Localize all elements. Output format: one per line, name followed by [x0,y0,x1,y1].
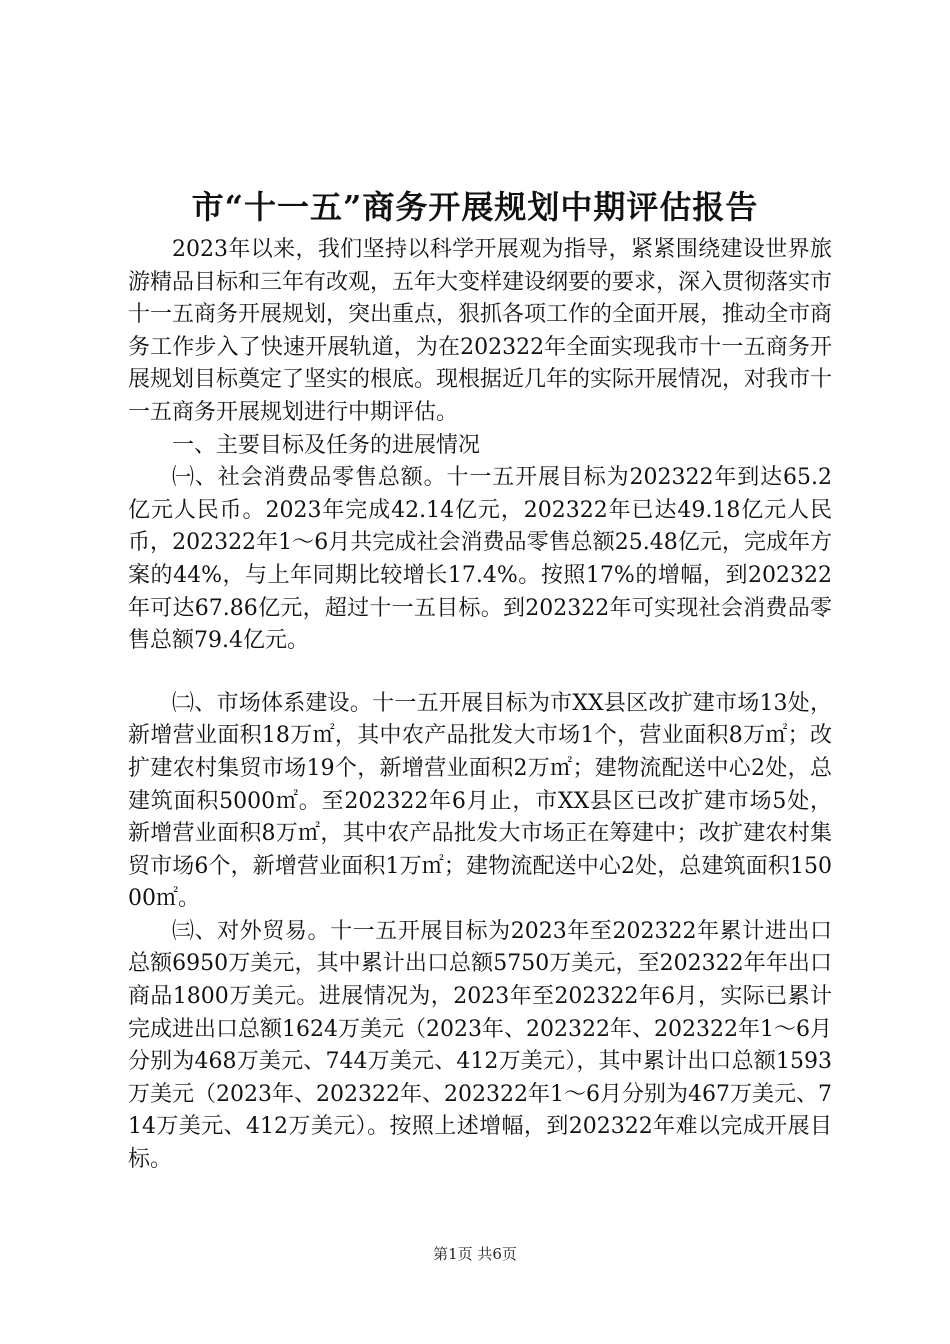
document-title: 市“十一五”商务开展规划中期评估报告 [191,188,759,226]
paragraph-foreign-trade: ㈢、对外贸易。十一五开展目标为2023年至202322年累计进出口总额6950万美元，其中累计出口总额5750万美元，至202322年年出口商品1800万美元。进展情况为，2023年至202322年6月，实际已累计完成进出口总额1624万美元（2023年、202322年、202322年1～6月分别为468万美元、744万美元、412万美元），其中累计出口总额1593万美元（2023年、202322年、202322年1～6月分别为467万美元、714万美元、412万美元）。按照上述增幅，到202322年难以完成开展目标。 [128,918,832,1173]
paragraph-market-system: ㈡、市场体系建设。十一五开展目标为市XX县区改扩建市场13处，新增营业面积18万㎡，其中农产品批发大市场1个，营业面积8万㎡；改扩建农村集贸市场19个，新增营业面积2万㎡；建物流配送中心2处，总建筑面积5000㎡。至202322年6月止，市XX县区已改扩建市场5处，新增营业面积8万㎡，其中农产品批发大市场正在筹建中；改扩建农村集贸市场6个，新增营业面积1万㎡；建物流配送中心2处，总建筑面积15000㎡。 [128,690,832,912]
section-heading-main-goals: 一、主要目标及任务的进展情况 [172,432,481,458]
page-number-footer: 第1页 共6页 [433,1245,517,1263]
document-body [128,234,832,1177]
paragraph-retail-sales: ㈠、社会消费品零售总额。十一五开展目标为202322年到达65.2亿元人民币。2023年完成42.14亿元，202322年已达49.18亿元人民币，202322年1～6月共完成社会消费品零售总额25.48亿元，完成年方案的44%，与上年同期比较增长17.4%。按照17%的增幅，到202322年可达67.86亿元，超过十一五目标。到202322年可实现社会消费品零售总额79.4亿元。 [128,465,832,654]
intro-paragraph: 2023年以来，我们坚持以科学开展观为指导，紧紧围绕建设世界旅游精品目标和三年有改观，五年大变样建设纲要的要求，深入贯彻落实市十一五商务开展规划，突出重点，狠抓各项工作的全面开展，推动全市商务工作步入了快速开展轨道，为在202322年全面实现我市十一五商务开展规划目标奠定了坚实的根底。现根据近几年的实际开展情况，对我市十一五商务开展规划进行中期评估。 [128,237,833,425]
paragraph-spacer [128,658,832,688]
